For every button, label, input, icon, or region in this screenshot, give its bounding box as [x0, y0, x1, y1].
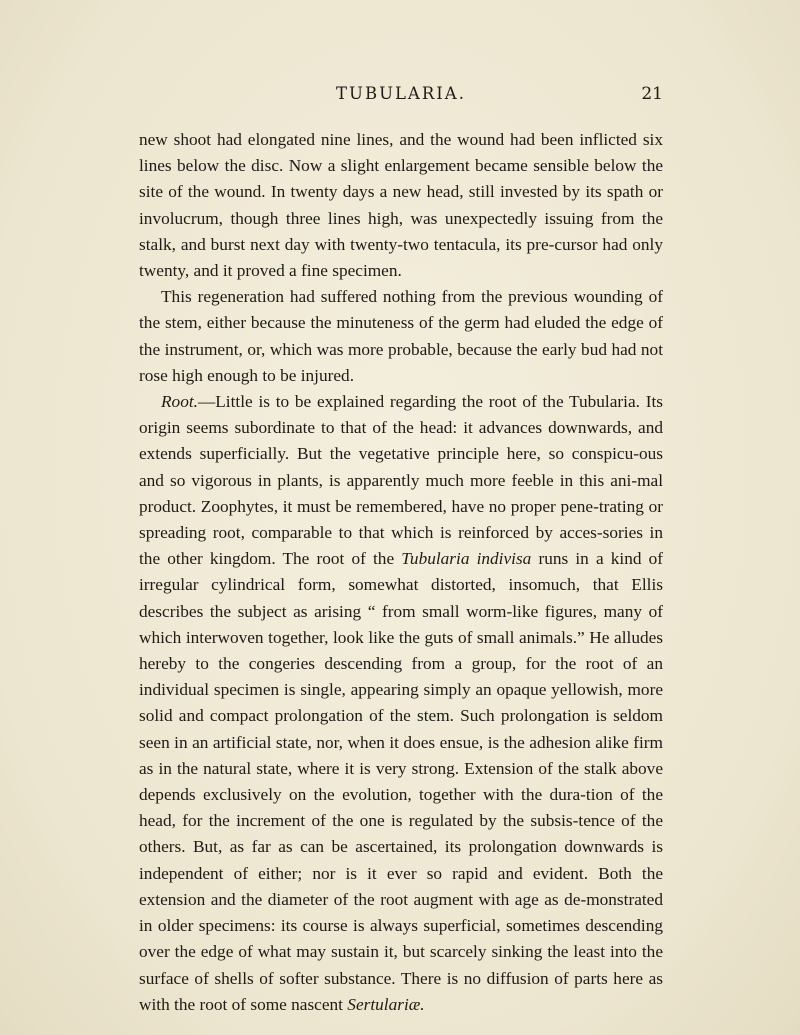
page-number: 21 [641, 84, 663, 104]
section-heading-root: Root. [161, 392, 198, 412]
species-name: Tubularia indivisa [401, 549, 532, 569]
paragraph-root-text-b: runs in a kind of irregular cylindrical form, somewhat distorted, insomuch, that Ellis describes the subject as arising “ from small worm-like figures, many of which interwoven together, look like the guts of small animals.” He alludes hereby to the congeries descending from a group, for the root of an individual specimen is single, appearing simply an opaque yellowish, more solid and compact prolongation of the stem. Such prolongation is seldom seen in an artificial state, nor, when it does ensue, is the adhesion alike firm as in the natural state, where it is very strong. Extension of the stalk above depends exclusively on the evolution, together with the dura-tion of the head, for the increment of the one is regulated by the subsis-tence of the others. But, as far as can be ascertained, its prolongation downwards is independent of either; nor is it ever so rapid and evident. Both the extension and the diameter of the root augment with age as de-monstrated in older specimens: its course is always superficial, sometimes descending over the edge of what may sustain it, but scarcely sinking the least into the surface of shells of softer substance. There is no diffusion of parts here as with the root of some nascent [139, 549, 664, 1014]
page-header [139, 84, 663, 110]
paragraph-continuation: new shoot had elongated nine lines, and the wound had been inflicted six lines below the disc. Now a slight enlargement became sensible below the site of the wound. In twenty days a new head, still invested by its spath or involucrum, though three lines high, was unexpectedly issuing from the stalk, and burst next day with twenty-two tentacula, its pre-cursor had only twenty, and it proved a fine specimen. [139, 130, 663, 281]
genus-name: Sertulariæ. [347, 994, 425, 1014]
body-text [139, 127, 663, 1018]
paragraph-regeneration: This regeneration had suffered nothing from the previous wounding of the stem, either because the minuteness of the germ had eluded the edge of the instrument, or, which was more probable, because the early bud had not rose high enough to be injured. [139, 287, 663, 385]
paragraph-root-text-a: —Little is to be explained regarding the root of the Tubularia. Its origin seems subordinate to that of the head: it advances downwards, and extends superficially. But the vegetative principle here, so conspicu-ous and so vigorous in plants, is apparently much more feeble in this ani-mal product. Zoophytes, it must be remembered, have no proper pene-trating or spreading root, comparable to that which is reinforced by acces-sories in the other kingdom. The root of the [139, 392, 663, 569]
paragraph-root [139, 389, 663, 1018]
running-head: TUBULARIA. [336, 84, 466, 103]
